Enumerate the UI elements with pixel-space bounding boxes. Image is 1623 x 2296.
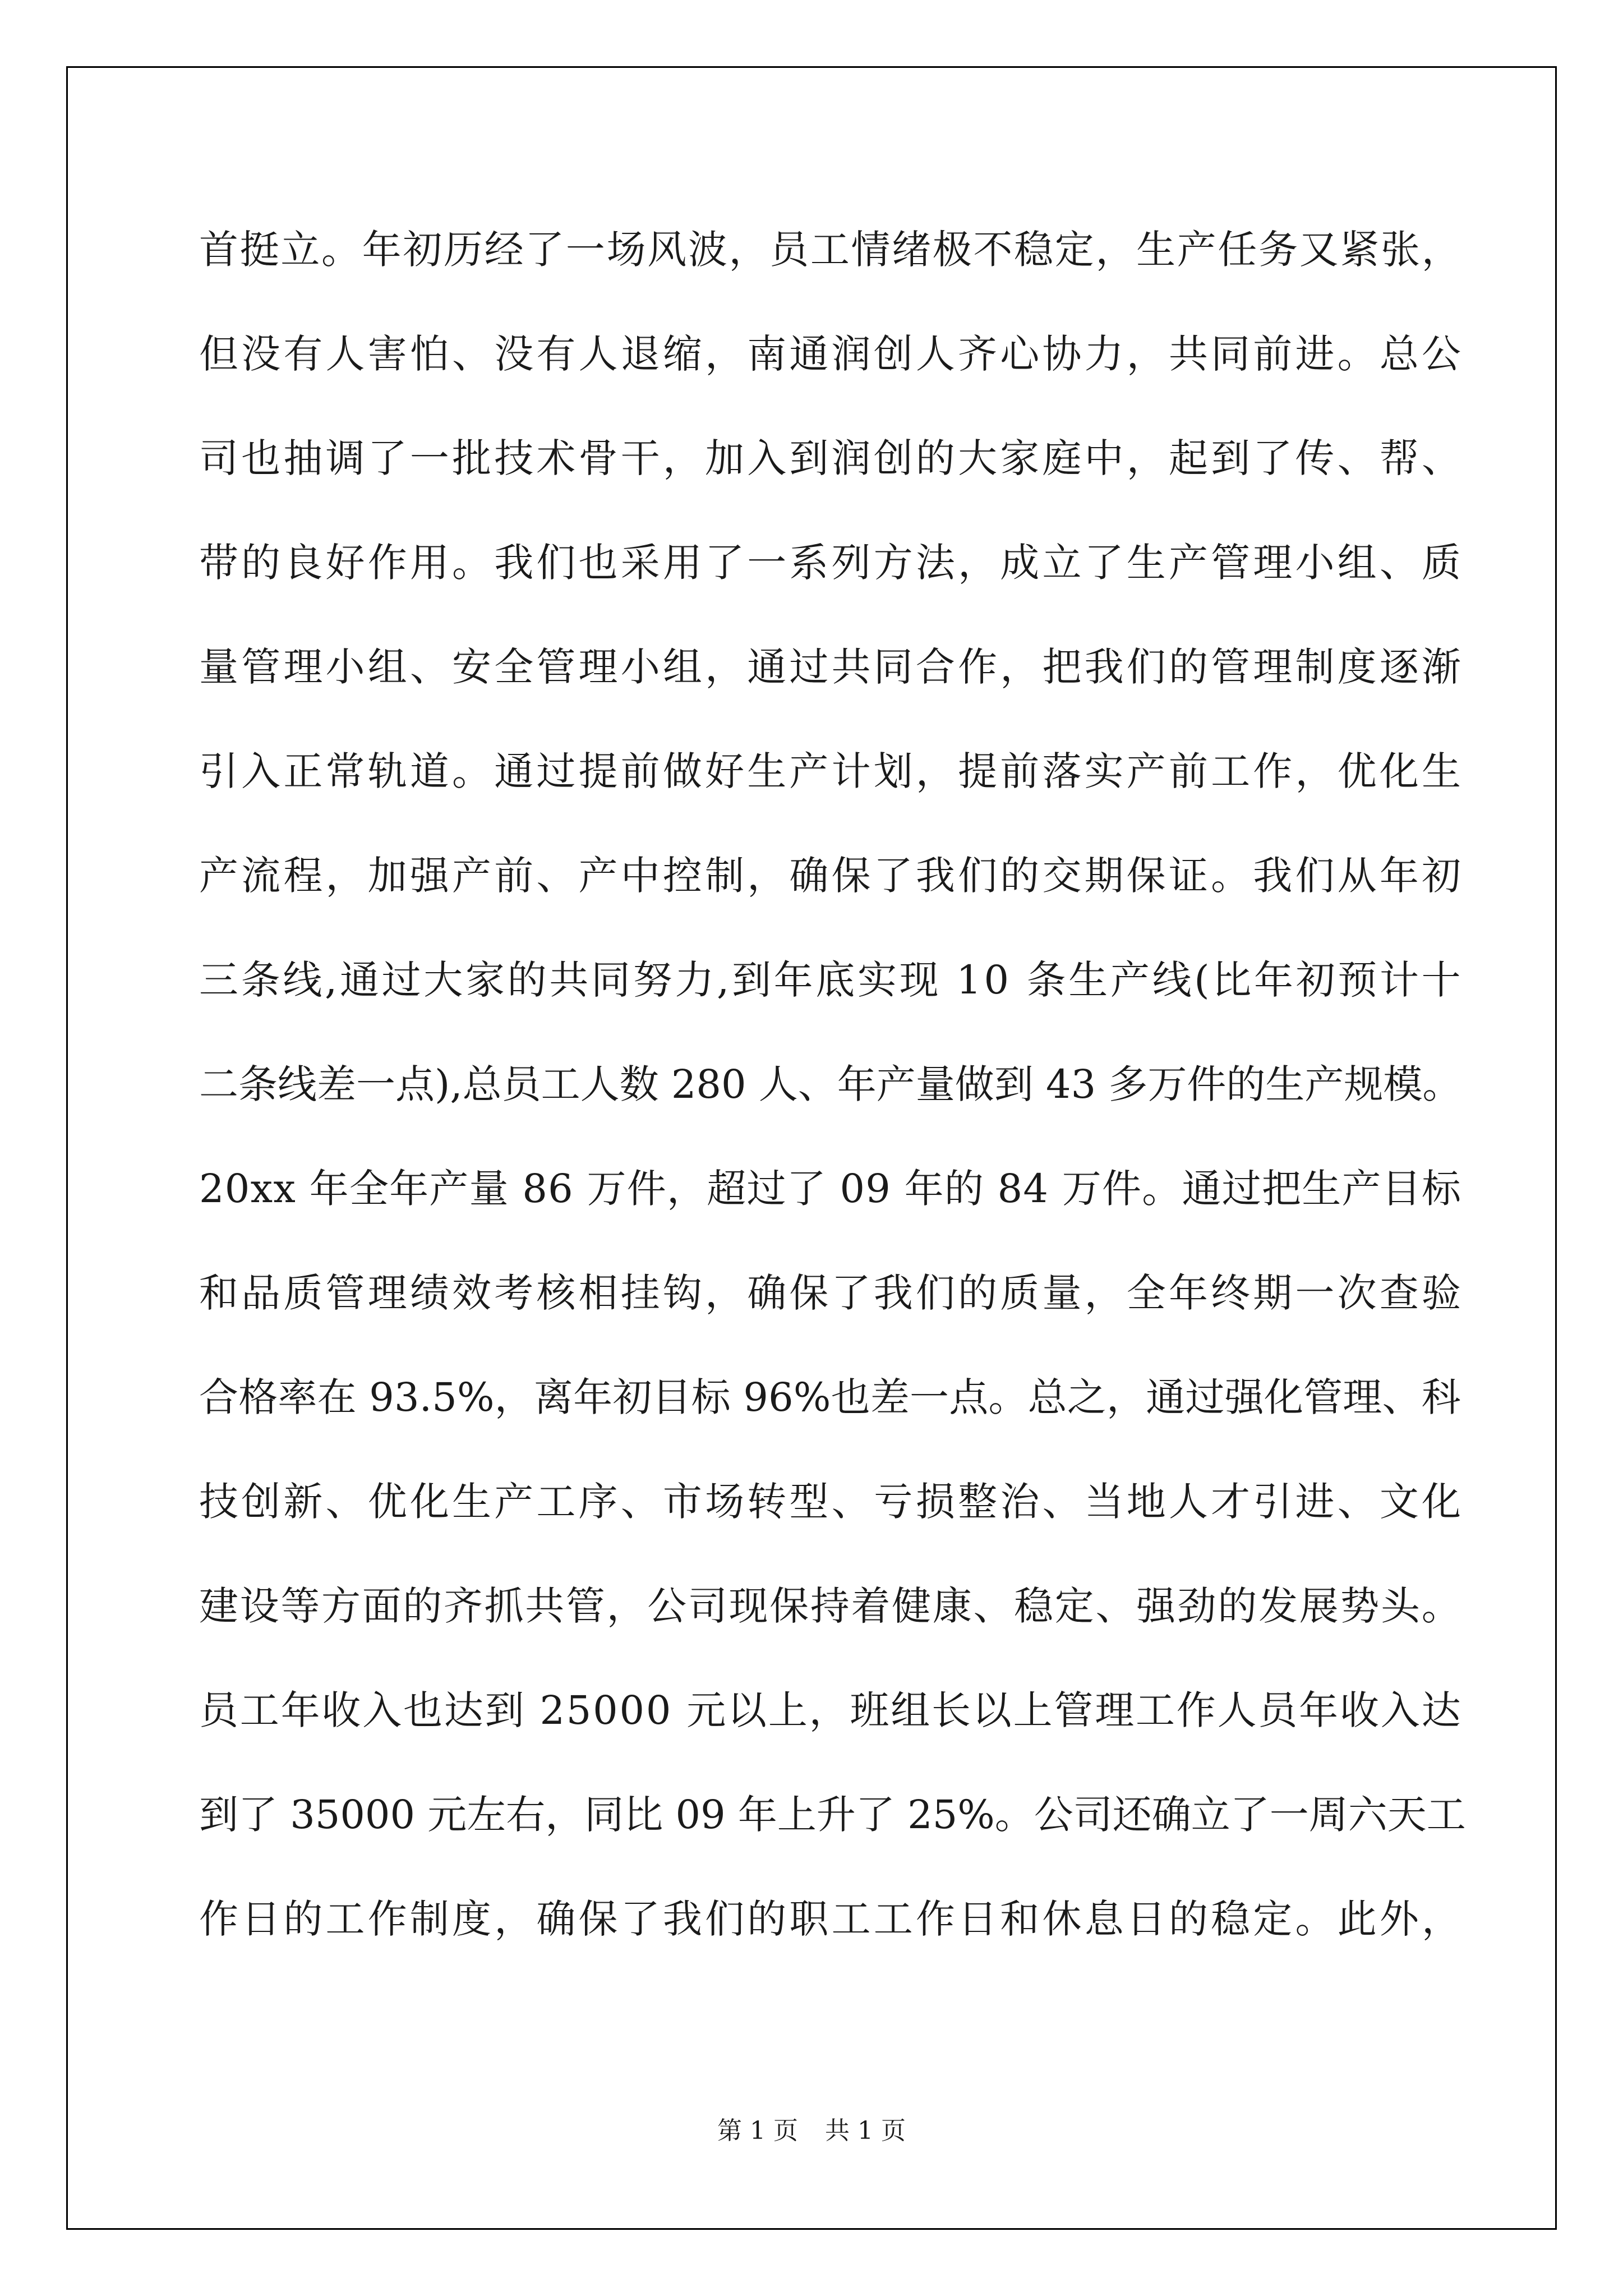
text-line: 2 0 x x 年 全 年 产 量 8 6 万 件 ， 超 过 了 0 9 年 的 8 4 万 件 。 通 过 把 生 产 目 标 bbox=[199, 1166, 1461, 1212]
text-line: 司 也 抽 调 了 一 批 技 术 骨 干 ， 加 入 到 润 创 的 大 家 庭 中 ， 起 到 了 传 、 帮 、 bbox=[199, 435, 1461, 481]
text-line: 员 工 年 收 入 也 达 到 2 5 0 0 0 元 以 上 ， 班 组 长 以 上 管 理 工 作 人 员 年 收 入 达 bbox=[199, 1687, 1461, 1733]
text-line: 和 品 质 管 理 绩 效 考 核 相 挂 钩 ， 确 保 了 我 们 的 质 量 ， 全 年 终 期 一 次 查 验 bbox=[199, 1270, 1461, 1316]
text-line: 带 的 良 好 作 用 。 我 们 也 采 用 了 一 系 列 方 法 ， 成 立 了 生 产 管 理 小 组 、 质 bbox=[199, 540, 1461, 586]
text-line: 合 格 率 在 9 3 . 5 % ， 离 年 初 目 标 9 6 % 也 差 一 点 。 总 之 ， 通 过 强 化 管 理 、 科 bbox=[199, 1374, 1461, 1420]
text-line: 首 挺 立 。 年 初 历 经 了 一 场 风 波 ， 员 工 情 绪 极 不 稳 定 ， 生 产 任 务 又 紧 张 ， bbox=[199, 227, 1461, 273]
text-line: 技 创 新 、 优 化 生 产 工 序 、 市 场 转 型 、 亏 损 整 治 、 当 地 人 才 引 进 、 文 化 bbox=[199, 1479, 1461, 1525]
text-line: 量 管 理 小 组 、 安 全 管 理 小 组 ， 通 过 共 同 合 作 ， 把 我 们 的 管 理 制 度 逐 渐 bbox=[199, 644, 1461, 690]
text-line: 产 流 程 ， 加 强 产 前 、 产 中 控 制 ， 确 保 了 我 们 的 交 期 保 证 。 我 们 从 年 初 bbox=[199, 853, 1461, 899]
page-footer bbox=[0, 2110, 1623, 2146]
text-line: 作 日 的 工 作 制 度 ， 确 保 了 我 们 的 职 工 工 作 日 和 休 息 日 的 稳 定 。 此 外 ， bbox=[199, 1896, 1461, 1942]
text-line: 建 设 等 方 面 的 齐 抓 共 管 ， 公 司 现 保 持 着 健 康 、 稳 定 、 强 劲 的 发 展 势 头 。 bbox=[199, 1583, 1461, 1629]
text-line: 但 没 有 人 害 怕 、 没 有 人 退 缩 ， 南 通 润 创 人 齐 心 协 力 ， 共 同 前 进 。 总 公 bbox=[199, 331, 1461, 377]
page-total: 共 1 页 bbox=[825, 2116, 906, 2145]
page-number: 第 1 页 bbox=[717, 2116, 798, 2145]
text-line: 引 入 正 常 轨 道 。 通 过 提 前 做 好 生 产 计 划 ， 提 前 落 实 产 前 工 作 ， 优 化 生 bbox=[199, 748, 1461, 794]
document-body bbox=[199, 197, 1466, 1971]
text-line: 三 条 线 , 通 过 大 家 的 共 同 努 力 , 到 年 底 实 现 1 0 条 生 产 线 ( 比 年 初 预 计 十 bbox=[199, 957, 1461, 1003]
text-line: 到 了 3 5 0 0 0 元 左 右 ， 同 比 0 9 年 上 升 了 2 5 % 。 公 司 还 确 立 了 一 周 六 天 工 bbox=[199, 1792, 1466, 1838]
text-line: 二 条 线 差 一 点 ) , 总 员 工 人 数 2 8 0 人 、 年 产 量 做 到 4 3 多 万 件 的 生 产 规 模 。 bbox=[199, 1061, 1462, 1107]
